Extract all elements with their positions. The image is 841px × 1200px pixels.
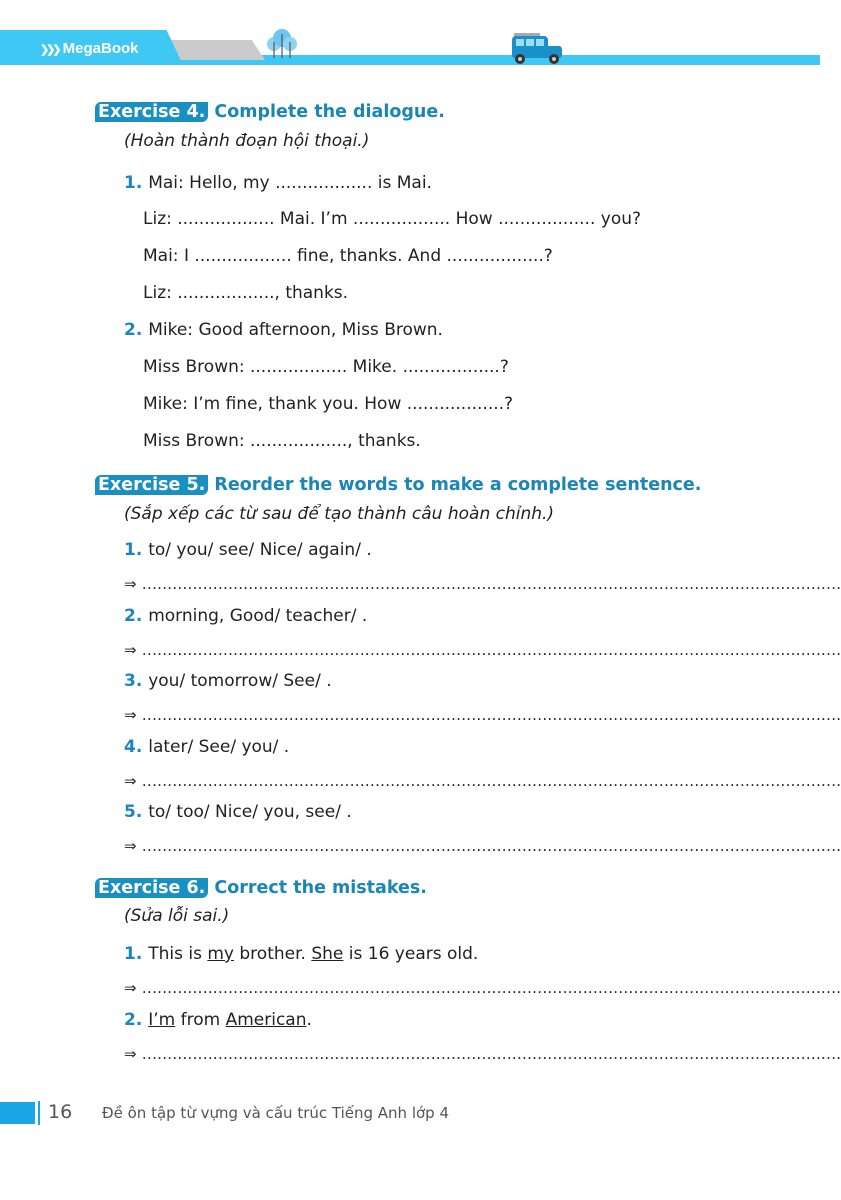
answer-line[interactable]: ⇒ .......................................................................................................................................... bbox=[124, 1044, 841, 1063]
header-banner bbox=[0, 0, 820, 70]
item-number: 1. bbox=[124, 944, 149, 964]
text: to/ you/ see/ Nice/ again/ . bbox=[148, 540, 372, 560]
answer-line[interactable]: ⇒ .......................................................................................................................................... bbox=[124, 706, 841, 724]
exercise-label: Exercise 4. bbox=[95, 102, 208, 122]
reorder-item bbox=[124, 605, 367, 627]
answer-line[interactable]: ⇒ .......................................................................................................................................... bbox=[124, 575, 841, 593]
text: Mike: I’m fine, thank you. How ..................? bbox=[143, 394, 514, 414]
footer-divider bbox=[38, 1101, 40, 1125]
dialogue-line bbox=[143, 282, 348, 304]
exercise-5-heading: Exercise 5. Reorder the words to make a complete sentence. bbox=[95, 474, 701, 496]
item-number: 1. bbox=[124, 173, 149, 193]
text: Miss Brown: .................., thanks. bbox=[143, 431, 421, 451]
item-number: 2. bbox=[124, 1009, 149, 1030]
text: Liz: .................. Mai. I’m .................. How .................. you? bbox=[143, 209, 642, 229]
text: morning, Good/ teacher/ . bbox=[148, 605, 368, 626]
text: Miss Brown: .................. Mike. ..................? bbox=[143, 357, 509, 377]
exercise-6-heading: Exercise 6. Correct the mistakes. bbox=[95, 877, 427, 899]
reorder-item bbox=[124, 670, 332, 692]
exercise-4-subtitle: (Hoàn thành đoạn hội thoại.) bbox=[124, 131, 370, 151]
item-number: 2. bbox=[124, 320, 149, 340]
dialogue-line bbox=[143, 430, 421, 452]
text: later/ See/ you/ . bbox=[148, 736, 290, 757]
item-number: 1. bbox=[124, 540, 149, 560]
footer-bar bbox=[0, 1102, 35, 1124]
text: Mike: Good afternoon, Miss Brown. bbox=[148, 320, 443, 340]
exercise-5-subtitle: (Sắp xếp các từ sau để tạo thành câu hoàn chỉnh.) bbox=[124, 504, 555, 524]
exercise-label: Exercise 6. bbox=[95, 878, 208, 898]
item-number: 4. bbox=[124, 736, 149, 757]
car-illustration bbox=[508, 28, 568, 68]
dialogue-line bbox=[143, 245, 553, 267]
exercise-6-subtitle: (Sửa lỗi sai.) bbox=[124, 906, 230, 926]
trees-illustration bbox=[262, 26, 302, 62]
reorder-item bbox=[124, 736, 289, 758]
item-number: 2. bbox=[124, 605, 149, 626]
footer-title: Đề ôn tập từ vựng và cấu trúc Tiếng Anh lớp 4 bbox=[102, 1104, 450, 1122]
exercise-4-heading: Exercise 4. Complete the dialogue. bbox=[95, 101, 445, 123]
dialogue-line bbox=[143, 356, 509, 378]
underlined-word: I’m bbox=[148, 1009, 176, 1030]
reorder-item bbox=[124, 539, 372, 561]
item-number: 5. bbox=[124, 802, 149, 822]
item-number: 3. bbox=[124, 671, 149, 691]
brand-logo: ❯❯❯ MegaBook bbox=[40, 40, 139, 57]
reorder-item bbox=[124, 801, 352, 823]
mistake-item bbox=[124, 943, 478, 965]
dialogue-line bbox=[143, 208, 641, 230]
underlined-word: She bbox=[311, 944, 344, 964]
text: Liz: .................., thanks. bbox=[143, 283, 349, 303]
text: . bbox=[306, 1009, 312, 1030]
underlined-word: my bbox=[207, 944, 234, 964]
exercise-label: Exercise 5. bbox=[95, 475, 208, 495]
dialogue-line bbox=[143, 393, 513, 415]
text: from bbox=[175, 1009, 226, 1030]
text: Mai: Hello, my .................. is Mai. bbox=[148, 173, 432, 193]
text: Mai: I .................. fine, thanks. And ..................? bbox=[143, 246, 553, 266]
answer-line[interactable]: ⇒ .......................................................................................................................................... bbox=[124, 640, 841, 659]
answer-line[interactable]: ⇒ .......................................................................................................................................... bbox=[124, 837, 841, 855]
answer-line[interactable]: ⇒ .......................................................................................................................................... bbox=[124, 771, 841, 790]
dialogue-line bbox=[124, 172, 432, 194]
text: brother. bbox=[233, 944, 312, 964]
text: you/ tomorrow/ See/ . bbox=[148, 671, 332, 691]
page-number: 16 bbox=[48, 1101, 73, 1123]
text: to/ too/ Nice/ you, see/ . bbox=[148, 802, 352, 822]
answer-line[interactable]: ⇒ .......................................................................................................................................... bbox=[124, 979, 841, 997]
dialogue-line bbox=[124, 319, 443, 341]
underlined-word: American bbox=[225, 1009, 307, 1030]
text: is 16 years old. bbox=[343, 944, 479, 964]
mistake-item bbox=[124, 1009, 312, 1031]
text: This is bbox=[148, 944, 208, 964]
